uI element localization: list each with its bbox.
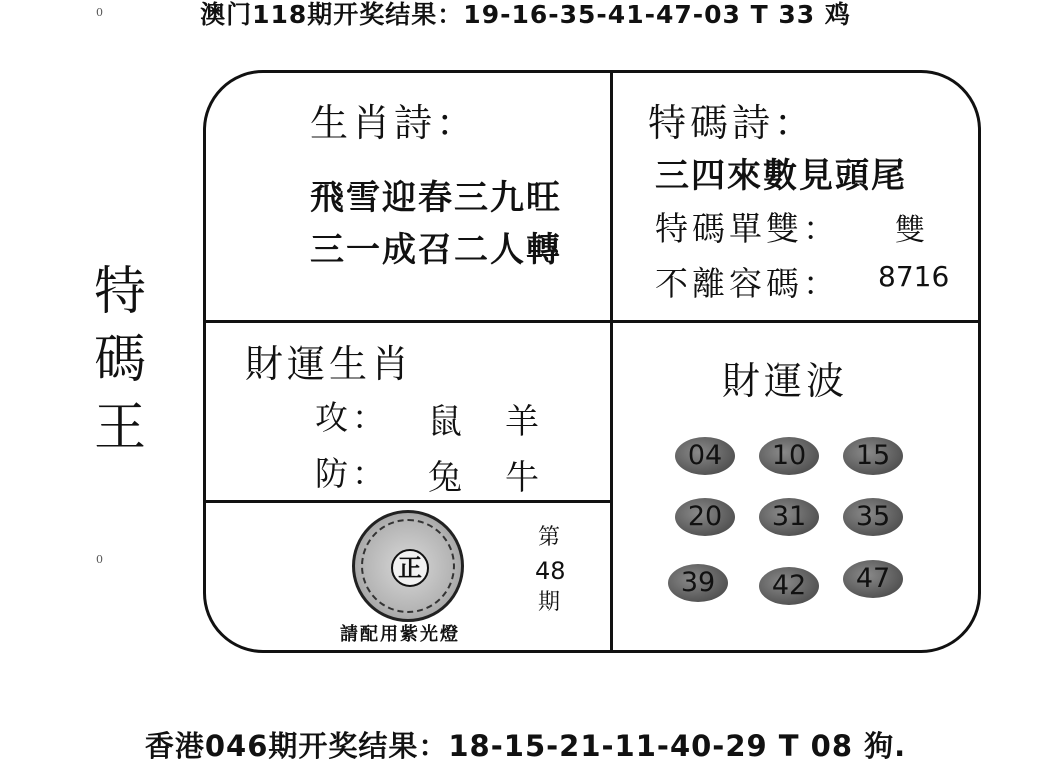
attack-value: 鼠: [428, 402, 462, 442]
wave-ball: 31: [759, 498, 819, 536]
seal-center: 正: [391, 549, 429, 587]
wave-ball: 10: [759, 437, 819, 475]
attack-value: 羊: [505, 402, 539, 442]
zodiac-poem-line: 飛雪迎春三九旺: [310, 178, 562, 218]
fortune-zodiac-heading: 財運生肖: [245, 342, 414, 386]
side-title: [80, 258, 160, 462]
wave-ball: 35: [843, 498, 903, 536]
special-poem-heading: 特碼詩：: [648, 101, 817, 145]
wave-ball: 47: [843, 560, 903, 598]
zodiac-poem-line: 三一成召二人轉: [310, 230, 562, 270]
special-poem-line: 三四來數見頭尾: [655, 156, 907, 196]
side-title-char: 王: [93, 398, 146, 458]
attack-label: 攻：: [315, 398, 389, 437]
side-title-char: 特: [93, 262, 146, 322]
odd-even-label: 特碼單雙：: [655, 209, 840, 248]
divider-middle: [205, 320, 979, 323]
zodiac-poem-heading: 生肖詩：: [310, 101, 479, 145]
authenticity-seal: [352, 510, 464, 622]
wave-ball: 39: [668, 564, 728, 602]
defend-value: 兔: [428, 458, 462, 498]
wave-ball: 42: [759, 567, 819, 605]
corner-mark: 0: [96, 6, 103, 19]
divider-lower-left: [205, 500, 611, 503]
macau-result-header: 澳门118期开奖结果：19-16-35-41-47-03 T 33 鸡: [200, 0, 851, 29]
defend-value: 牛: [505, 458, 539, 498]
exclude-value: 8716: [878, 260, 950, 293]
hongkong-result-footer: 香港046期开奖结果：18-15-21-11-40-29 T 08 狗.: [144, 729, 907, 763]
divider-vertical: [610, 72, 613, 650]
issue-prefix: 第: [538, 525, 561, 550]
issue-number: 48: [535, 557, 566, 585]
seal-note: 請配用紫光燈: [340, 624, 460, 645]
defend-label: 防：: [315, 454, 389, 493]
corner-mark: 0: [96, 553, 103, 566]
exclude-label: 不離容碼：: [655, 264, 840, 303]
wave-ball: 15: [843, 437, 903, 475]
wave-ball: 20: [675, 498, 735, 536]
issue-suffix: 期: [538, 590, 561, 615]
wave-ball: 04: [675, 437, 735, 475]
fortune-wave-heading: 財運波: [722, 359, 849, 403]
side-title-char: 碼: [93, 330, 146, 390]
odd-even-value: 雙: [895, 213, 925, 248]
